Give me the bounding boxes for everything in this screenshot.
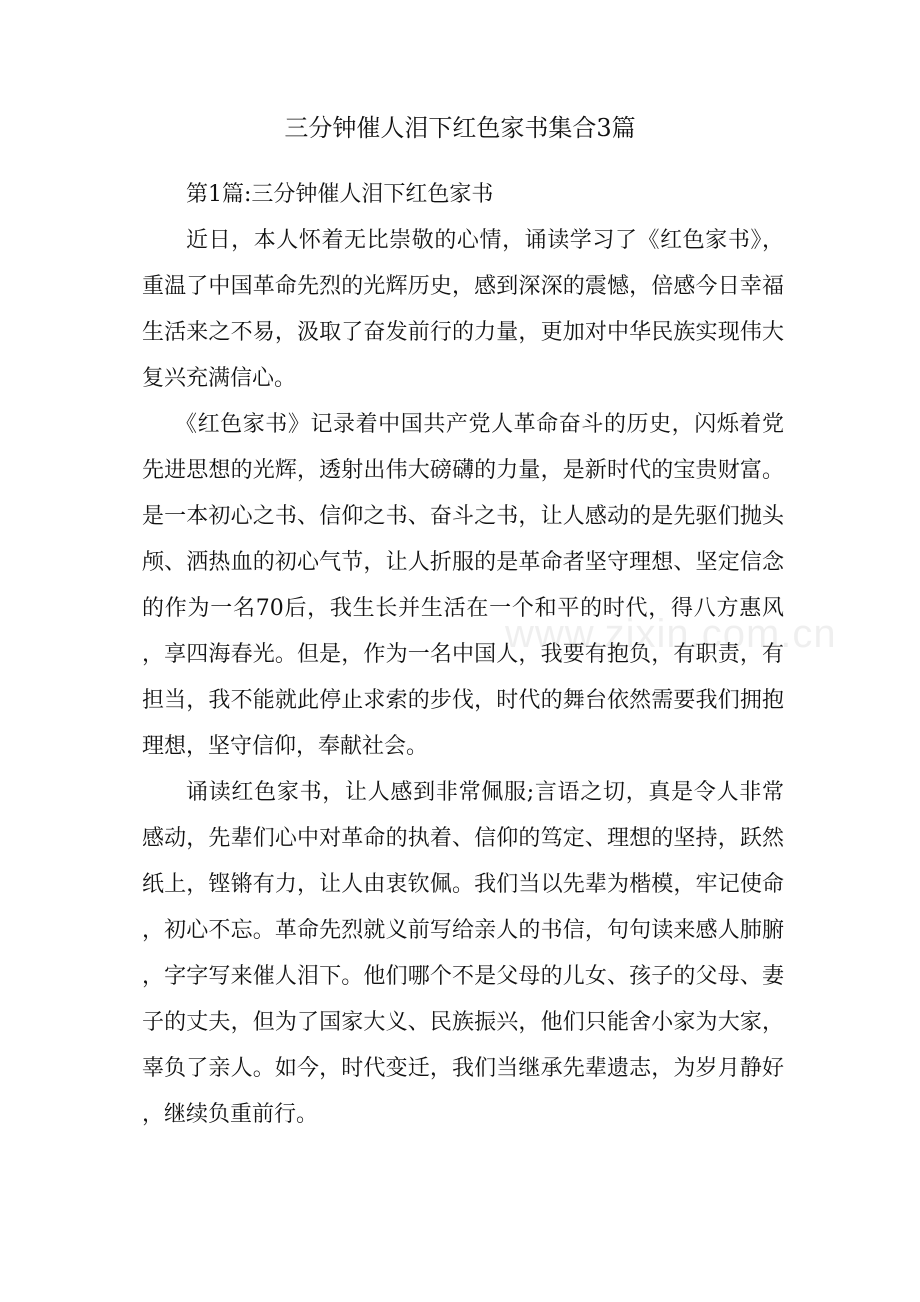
watermark: www.zixin.com.cn — [505, 612, 837, 656]
paragraph-2: 《红色家书》记录着中国共产党人革命奋斗的历史，闪烁着党先进思想的光辉，透射出伟大磅礴的力量，是新时代的宝贵财富。是一本初心之书、信仰之书、奋斗之书，让人感动的是先驱们抛头颅、洒热血的初心气节，让人折服的是革命者坚守理想、坚定信念的作为一名70后，我生长并生活在一个和平的时代，得八方惠风，享四海春光。但是，作为一名中国人，我要有抱负，有职责，有担当，我不能就此停止求索的步伐，时代的舞台依然需要我们拥抱理想，坚守信仰，奉献社会。 — [142, 412, 784, 759]
paragraph-1: 近日，本人怀着无比崇敬的心情，诵读学习了《红色家书》，重温了中国革命先烈的光辉历史，感到深深的震憾，倍感今日幸福生活来之不易，汲取了奋发前行的力量，更加对中华民族实现伟大复兴充满信心。 — [142, 228, 784, 391]
paragraph-3: 诵读红色家书，让人感到非常佩服;言语之切，真是令人非常感动，先辈们心中对革命的执着、信仰的笃定、理想的坚持，跃然纸上，铿锵有力，让人由衷钦佩。我们当以先辈为楷模，牢记使命，初心不忘。革命先烈就义前写给亲人的书信，句句读来感人肺腑，字字写来催人泪下。他们哪个不是父母的儿女、孩子的父母、妻子的丈夫，但为了国家大义、民族振兴，他们只能舍小家为大家，辜负了亲人。如今，时代变迁，我们当继承先辈遗志，为岁月静好，继续负重前行。 — [142, 780, 784, 1127]
document-title: 三分钟催人泪下红色家书集合3篇 — [284, 114, 636, 142]
section-heading: 第1篇:三分钟催人泪下红色家书 — [186, 182, 494, 207]
document-body — [142, 172, 784, 1138]
